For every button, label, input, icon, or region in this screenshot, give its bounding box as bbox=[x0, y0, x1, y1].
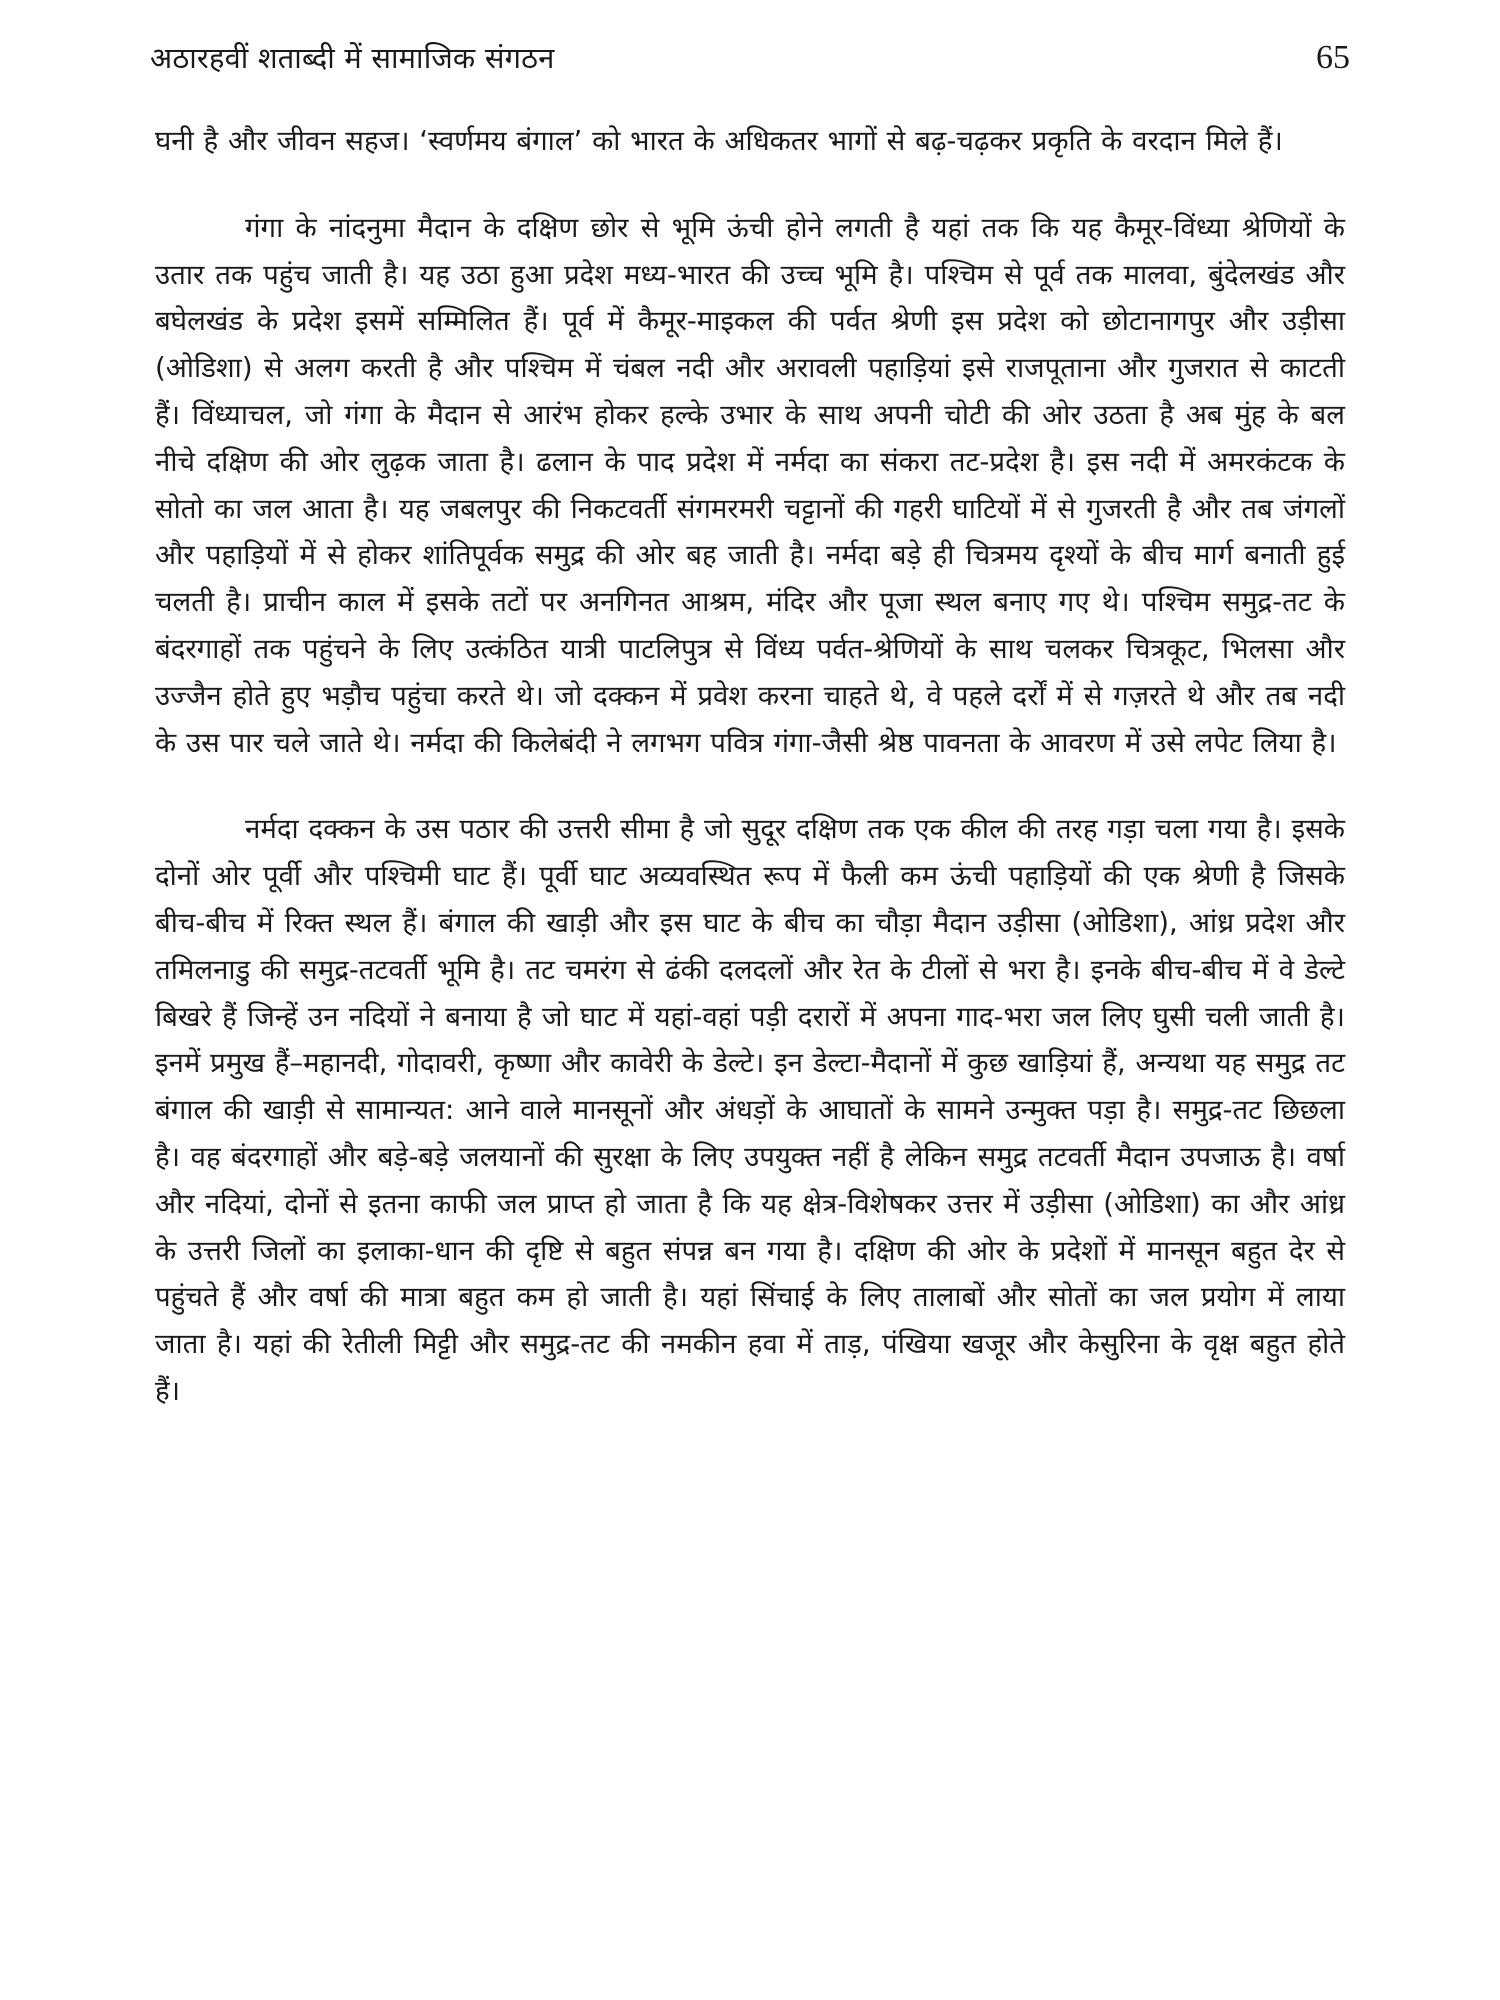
body-text bbox=[155, 118, 1345, 1415]
running-header bbox=[150, 38, 1350, 88]
running-title: अठारहवीं शताब्दी में सामाजिक संगठन bbox=[150, 41, 555, 75]
paragraph-central-highlands: गंगा के नांदनुमा मैदान के दक्षिण छोर से भूमि ऊंची होने लगती है यहां तक कि यह कैमूर-विंध्या श्रेणियों के उतार तक पहुंच जाती है। यह उठा हुआ प्रदेश मध्य-भारत की उच्च भूमि है। पश्चिम से पूर्व तक मालवा, बुंदेलखंड और बघेलखंड के प्रदेश इसमें सम्मिलित हैं। पूर्व में कैमूर-माइकल की पर्वत श्रेणी इस प्रदेश को छोटानागपुर और उड़ीसा (ओडिशा) से अलग करती है और पश्चिम में चंबल नदी और अरावली पहाड़ियां इसे राजपूताना और गुजरात से काटती हैं। विंध्याचल, जो गंगा के मैदान से आरंभ होकर हल्के उभार के साथ अपनी चोटी की ओर उठता है अब मुंह के बल नीचे दक्षिण की ओर लुढ़क जाता है। ढलान के पाद प्रदेश में नर्मदा का संकरा तट-प्रदेश है। इस नदी में अमरकंटक के सोतो का जल आता है। यह जबलपुर की निकटवर्ती संगमरमरी चट्टानों की गहरी घाटियों में से गुजरती है और तब जंगलों और पहाड़ियों में से होकर शांतिपूर्वक समुद्र की ओर बह जाती है। नर्मदा बड़े ही चित्रमय दृश्यों के बीच मार्ग बनाती हुई चलती है। प्राचीन काल में इसके तटों पर अनगिनत आश्रम, मंदिर और पूजा स्थल बनाए गए थे। पश्चिम समुद्र-तट के बंदरगाहों तक पहुंचने के लिए उत्कंठित यात्री पाटलिपुत्र से विंध्य पर्वत-श्रेणियों के साथ चलकर चित्रकूट, भिलसा और उज्जैन होते हुए भड़ौच पहुंचा करते थे। जो दक्कन में प्रवेश करना चाहते थे, वे पहले दर्रों में से गज़रते थे और तब नदी के उस पार चले जाते थे। नर्मदा की किलेबंदी ने लगभग पवित्र गंगा-जैसी श्रेष्ठ पावनता के आवरण में उसे लपेट लिया है। bbox=[155, 210, 1345, 759]
paragraph-deccan-eastern-coast: नर्मदा दक्कन के उस पठार की उत्तरी सीमा है जो सुदूर दक्षिण तक एक कील की तरह गड़ा चला गया है। इसके दोनों ओर पूर्वी और पश्चिमी घाट हैं। पूर्वी घाट अव्यवस्थित रूप में फैली कम ऊंची पहाड़ियों की एक श्रेणी है जिसके बीच-बीच में रिक्त स्थल हैं। बंगाल की खाड़ी और इस घाट के बीच का चौड़ा मैदान उड़ीसा (ओडिशा), आंध्र प्रदेश और तमिलनाडु की समुद्र-तटवर्ती भूमि है। तट चमरंग से ढंकी दलदलों और रेत के टीलों से भरा है। इनके बीच-बीच में वे डेल्टे बिखरे हैं जिन्हें उन नदियों ने बनाया है जो घाट में यहां-वहां पड़ी दरारों में अपना गाद-भरा जल लिए घुसी चली जाती है। इनमें प्रमुख हैं–महानदी, गोदावरी, कृष्णा और कावेरी के डेल्टे। इन डेल्टा-मैदानों में कुछ खाड़ियां हैं, अन्यथा यह समुद्र तट बंगाल की खाड़ी से सामान्यत: आने वाले मानसूनों और अंधड़ों के आघातों के सामने उन्मुक्त पड़ा है। समुद्र-तट छिछला है। वह बंदरगाहों और बड़े-बड़े जलयानों की सुरक्षा के लिए उपयुक्त नहीं है लेकिन समुद्र तटवर्ती मैदान उपजाऊ है। वर्षा और नदियां, दोनों से इतना काफी जल प्राप्त हो जाता है कि यह क्षेत्र-विशेषकर उत्तर में उड़ीसा (ओडिशा) का और आंध्र के उत्तरी जिलों का इलाका-धान की दृष्टि से बहुत संपन्न बन गया है। दक्षिण की ओर के प्रदेशों में मानसून बहुत देर से पहुंचते हैं और वर्षा की मात्रा बहुत कम हो जाती है। यहां सिंचाई के लिए तालाबों और सोतों का जल प्रयोग में लाया जाता है। यहां की रेतीली मिट्टी और समुद्र-तट की नमकीन हवा में ताड़, पंखिया खजूर और केसुरिना के वृक्ष बहुत होते हैं। bbox=[155, 812, 1345, 1407]
page-number: 65 bbox=[1316, 39, 1350, 76]
paragraph-continuation: घनी है और जीवन सहज। ‘स्वर्णमय बंगाल’ को भारत के अधिकतर भागों से बढ़-चढ़कर प्रकृति के वरदान मिले हैं। bbox=[155, 124, 1283, 157]
